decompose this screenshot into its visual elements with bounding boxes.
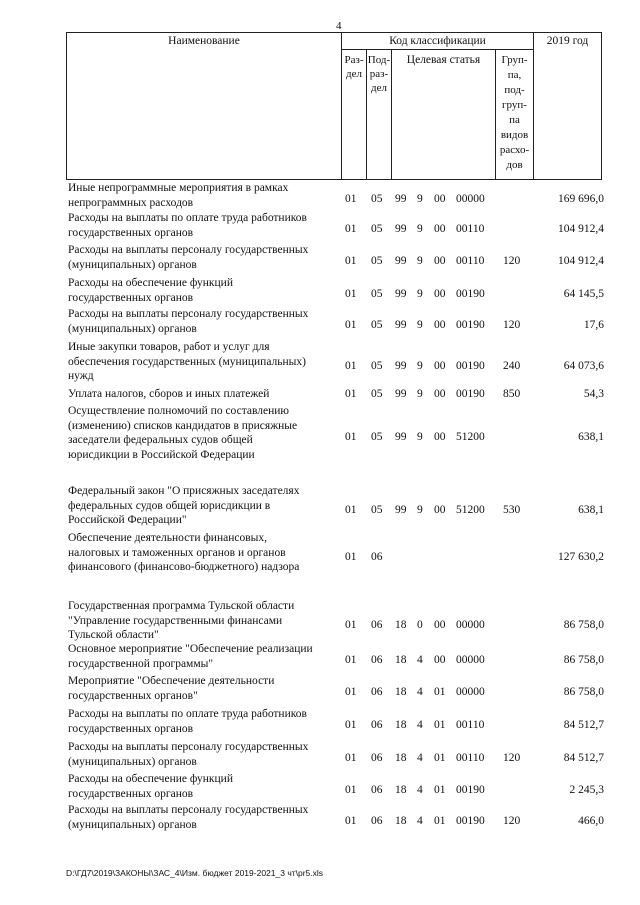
- row-name: [68, 243, 340, 272]
- row-rz: 01: [345, 719, 357, 732]
- row-rz: 01: [345, 223, 357, 236]
- row-pr: 05: [371, 388, 383, 400]
- row-amount: 84 512,7: [563, 752, 604, 765]
- header-left-border: [66, 32, 67, 180]
- row-amount: 86 758,0: [563, 686, 604, 699]
- row-name-line: государственных органов: [68, 787, 194, 800]
- row-cs2: 9: [417, 359, 423, 372]
- page-number: 4: [336, 20, 342, 32]
- row-rz: 01: [345, 430, 357, 443]
- row-name-line: Обеспечение деятельности финансовых,: [68, 532, 268, 544]
- row-amount: 64 073,6: [563, 359, 604, 372]
- row-cs1: 18: [395, 719, 407, 732]
- row-name-line: Государственная программа Тульской области: [68, 600, 295, 612]
- row-name: [68, 404, 340, 462]
- row-cs3: 00: [434, 618, 446, 631]
- row-pr: 05: [371, 430, 383, 443]
- row-pr: 05: [371, 288, 383, 301]
- row-pr: 05: [371, 503, 383, 516]
- file-path-footer: D:\ГД7\2019\ЗАКОНЫ\ЗАС_4\Изм. бюджет 2019-2021_3 чт\pr5.xls: [66, 868, 324, 878]
- row-amount: 64 145,5: [563, 288, 604, 301]
- row-cs3: 00: [434, 654, 446, 667]
- row-pr: 05: [371, 319, 383, 332]
- row-cs2: 4: [417, 719, 423, 732]
- row-name: [68, 674, 340, 703]
- row-cs1: 99: [395, 388, 407, 400]
- row-vr: 120: [503, 752, 521, 765]
- row-cs4: 00000: [456, 686, 485, 699]
- row-name-line: Расходы на выплаты персоналу государственных: [68, 244, 309, 256]
- row-vr: 120: [503, 815, 521, 828]
- row-cs2: 4: [417, 654, 423, 667]
- row-name-line: непрограммных расходов: [68, 196, 194, 209]
- row-name-line: Расходы на выплаты персоналу государственных: [68, 741, 309, 753]
- row-rz: 01: [345, 193, 357, 206]
- row-amount: 104 912,4: [558, 255, 604, 268]
- row-cs4: 00110: [456, 752, 485, 765]
- row-name-line: налоговых и таможенных органов и органов: [68, 546, 286, 559]
- row-cs4: 00190: [456, 359, 485, 372]
- row-cs1: 18: [395, 654, 407, 667]
- row-rz: 01: [345, 550, 357, 563]
- row-cs1: 18: [395, 618, 407, 631]
- row-cs3: 00: [434, 430, 446, 443]
- row-rz: 01: [345, 255, 357, 268]
- row-name-line: Российской Федерации": [68, 514, 187, 526]
- row-cs4: 00190: [456, 815, 485, 828]
- header-year: 2019 год: [546, 35, 589, 47]
- row-name: [68, 599, 340, 643]
- header-subsection: Под- раз- дел: [367, 54, 391, 94]
- row-name: [68, 484, 340, 528]
- header-code: Код классификации: [389, 35, 486, 47]
- row-pr: 06: [371, 752, 383, 765]
- header-section: Раз- дел: [344, 54, 364, 80]
- row-cs4: 00190: [456, 784, 485, 797]
- header-name: Наименование: [168, 35, 240, 47]
- row-pr: 05: [371, 193, 383, 206]
- header-divider-code: [341, 49, 533, 50]
- row-amount: 86 758,0: [563, 654, 604, 667]
- row-vr: 120: [503, 319, 521, 332]
- row-name-line: Уплата налогов, сборов и иных платежей: [68, 388, 270, 400]
- row-name-line: нужд: [68, 370, 94, 382]
- row-name: [68, 531, 340, 575]
- row-cs4: 00000: [456, 193, 485, 206]
- row-cs3: 00: [434, 223, 446, 236]
- row-cs4: 51200: [456, 430, 485, 443]
- row-cs3: 00: [434, 388, 446, 400]
- row-cs3: 01: [434, 784, 446, 797]
- row-cs3: 00: [434, 503, 446, 516]
- row-cs2: 9: [417, 319, 423, 332]
- row-amount: 466,0: [578, 815, 604, 828]
- row-vr: 120: [503, 255, 521, 268]
- row-rz: 01: [345, 686, 357, 699]
- row-pr: 06: [371, 719, 383, 732]
- header-target: Целевая статья: [406, 54, 481, 66]
- row-name: [68, 642, 340, 671]
- row-cs1: 99: [395, 193, 407, 206]
- row-cs4: 00190: [456, 288, 485, 301]
- row-cs3: 01: [434, 752, 446, 765]
- row-rz: 01: [345, 503, 357, 516]
- row-cs3: 00: [434, 359, 446, 372]
- row-rz: 01: [345, 618, 357, 631]
- row-cs2: 4: [417, 686, 423, 699]
- row-name: [68, 803, 340, 832]
- row-amount: 638,1: [578, 430, 604, 443]
- row-name: [68, 307, 340, 336]
- row-name-line: "Управление государственными финансами: [68, 614, 283, 627]
- row-name-line: государственной программы": [68, 657, 214, 670]
- row-cs4: 00110: [456, 223, 485, 236]
- row-cs4: 51200: [456, 503, 485, 516]
- row-rz: 01: [345, 319, 357, 332]
- header-bottom-border: [66, 179, 602, 180]
- row-cs2: 9: [417, 255, 423, 268]
- row-rz: 01: [345, 388, 357, 400]
- row-cs4: 00110: [456, 255, 485, 268]
- row-name-line: (муниципальных) органов: [68, 755, 197, 768]
- row-amount: 169 696,0: [558, 193, 604, 206]
- row-name: [68, 772, 340, 801]
- row-cs2: 4: [417, 815, 423, 828]
- row-amount: 86 758,0: [563, 618, 604, 631]
- row-name-line: Расходы на выплаты персоналу государственных: [68, 308, 309, 320]
- row-cs4: 00110: [456, 719, 485, 732]
- row-name-line: Расходы на выплаты персоналу государственных: [68, 804, 309, 816]
- row-name-line: (муниципальных) органов: [68, 322, 197, 335]
- row-pr: 06: [371, 654, 383, 667]
- row-amount: 84 512,7: [563, 719, 604, 732]
- row-name: [68, 387, 340, 402]
- row-name: [68, 340, 340, 384]
- row-amount: 54,3: [583, 388, 604, 400]
- row-cs2: 9: [417, 193, 423, 206]
- row-pr: 06: [371, 618, 383, 631]
- row-name-line: Осуществление полномочий по составлению: [68, 405, 289, 417]
- row-cs4: 00000: [456, 618, 485, 631]
- row-cs1: 99: [395, 359, 407, 372]
- row-cs3: 00: [434, 193, 446, 206]
- row-name: [68, 276, 340, 305]
- row-cs3: 01: [434, 686, 446, 699]
- row-name-line: финансового (финансово-бюджетного) надзора: [68, 561, 300, 573]
- row-name-line: заседатели федеральных судов общей: [68, 434, 253, 446]
- row-cs1: 18: [395, 686, 407, 699]
- row-rz: 01: [345, 752, 357, 765]
- row-cs1: 99: [395, 503, 407, 516]
- row-cs3: 00: [434, 288, 446, 301]
- row-name-line: Тульской области": [68, 629, 159, 641]
- row-pr: 05: [371, 223, 383, 236]
- row-name-line: Федеральный закон "О присяжных заседателях: [68, 485, 300, 497]
- row-pr: 06: [371, 550, 383, 563]
- row-name-line: Основное мероприятие "Обеспечение реализации: [68, 643, 313, 655]
- row-cs2: 9: [417, 388, 423, 400]
- row-cs3: 00: [434, 255, 446, 268]
- row-cs3: 01: [434, 719, 446, 732]
- header-right-border: [601, 32, 602, 180]
- row-cs3: 00: [434, 319, 446, 332]
- row-rz: 01: [345, 815, 357, 828]
- row-cs1: 99: [395, 430, 407, 443]
- header-group: Груп- па, под- груп- па видов расхо- дов: [499, 54, 530, 171]
- row-name-line: государственных органов: [68, 226, 194, 239]
- row-name-line: Иные непрограммные мероприятия в рамках: [68, 182, 289, 194]
- row-name-line: Расходы на выплаты по оплате труда работников: [68, 708, 307, 720]
- row-cs4: 00190: [456, 319, 485, 332]
- header-divider-pr: [391, 49, 392, 180]
- row-pr: 06: [371, 686, 383, 699]
- row-name-line: юрисдикции в Российской Федерации: [68, 448, 255, 461]
- row-name-line: (муниципальных) органов: [68, 258, 197, 271]
- row-vr: 530: [503, 503, 521, 516]
- row-name: [68, 211, 340, 240]
- row-cs2: 4: [417, 784, 423, 797]
- row-cs1: 99: [395, 319, 407, 332]
- row-rz: 01: [345, 359, 357, 372]
- row-name-line: Иные закупки товаров, работ и услуг для: [68, 341, 270, 353]
- row-cs2: 0: [417, 618, 423, 631]
- row-name-line: государственных органов: [68, 722, 194, 735]
- row-name-line: государственных органов": [68, 689, 198, 702]
- row-rz: 01: [345, 784, 357, 797]
- row-cs2: 4: [417, 752, 423, 765]
- row-vr: 850: [503, 388, 521, 400]
- row-pr: 06: [371, 815, 383, 828]
- row-rz: 01: [345, 288, 357, 301]
- row-cs1: 99: [395, 223, 407, 236]
- row-name-line: федеральных судов общей юрисдикции в: [68, 499, 271, 512]
- row-cs4: 00190: [456, 388, 485, 400]
- row-amount: 127 630,2: [558, 550, 604, 563]
- row-amount: 638,1: [578, 503, 604, 516]
- header-divider-year: [533, 32, 534, 180]
- row-cs1: 18: [395, 815, 407, 828]
- row-pr: 06: [371, 784, 383, 797]
- row-cs2: 9: [417, 503, 423, 516]
- row-cs3: 01: [434, 815, 446, 828]
- row-cs4: 00000: [456, 654, 485, 667]
- row-cs1: 18: [395, 752, 407, 765]
- row-name-line: Расходы на обеспечение функций: [68, 773, 233, 785]
- row-pr: 05: [371, 255, 383, 268]
- row-amount: 17,6: [583, 319, 604, 332]
- row-cs2: 9: [417, 223, 423, 236]
- row-amount: 104 912,4: [558, 223, 604, 236]
- row-name-line: Мероприятие "Обеспечение деятельности: [68, 675, 275, 687]
- row-name-line: государственных органов: [68, 291, 194, 304]
- row-pr: 05: [371, 359, 383, 372]
- row-vr: 240: [503, 359, 521, 372]
- row-amount: 2 245,3: [569, 784, 604, 797]
- row-name-line: Расходы на выплаты по оплате труда работников: [68, 212, 307, 224]
- row-rz: 01: [345, 654, 357, 667]
- row-cs1: 18: [395, 784, 407, 797]
- row-name: [68, 740, 340, 769]
- row-name: [68, 707, 340, 736]
- header-top-border: [66, 32, 602, 33]
- row-name: [68, 181, 340, 210]
- row-cs2: 9: [417, 430, 423, 443]
- row-name-line: Расходы на обеспечение функций: [68, 277, 233, 289]
- row-name-line: обеспечения государственных (муниципальных): [68, 355, 306, 368]
- row-cs2: 9: [417, 288, 423, 301]
- row-name-line: (муниципальных) органов: [68, 818, 197, 831]
- row-cs1: 99: [395, 288, 407, 301]
- row-cs1: 99: [395, 255, 407, 268]
- row-name-line: (изменению) списков кандидатов в присяжные: [68, 419, 298, 432]
